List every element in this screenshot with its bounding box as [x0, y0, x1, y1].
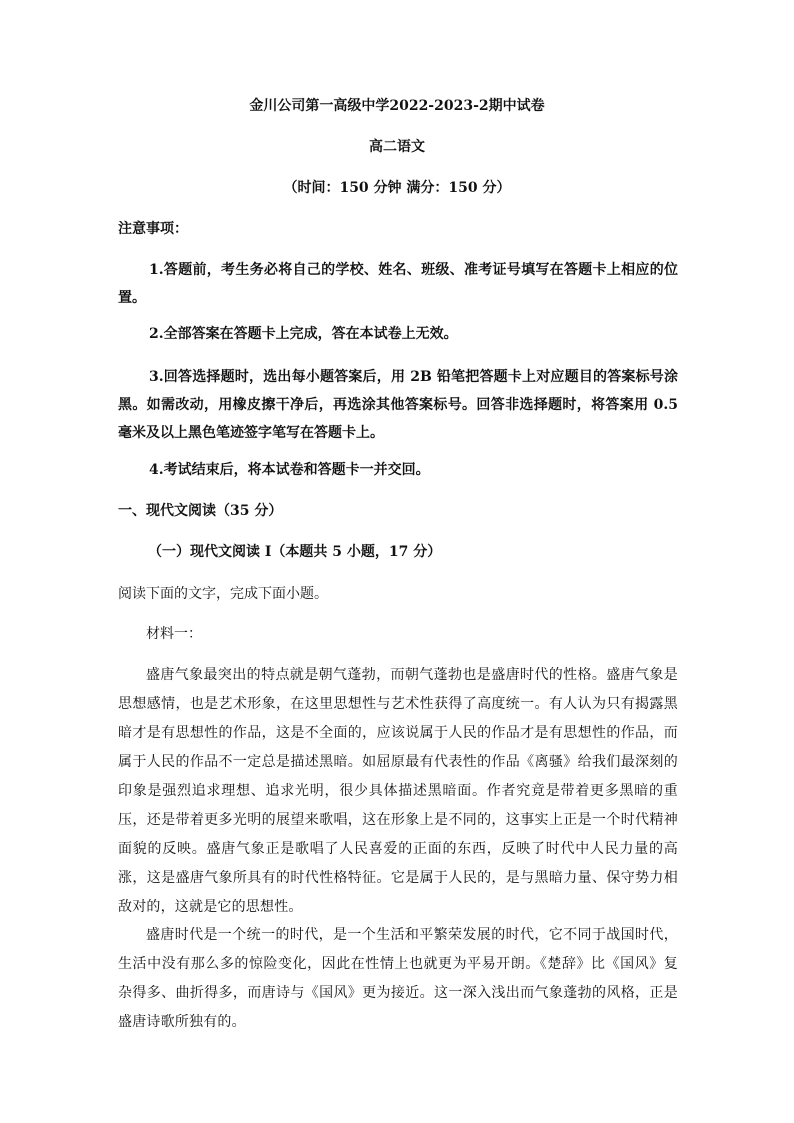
exam-title: 金川公司第一高级中学2022-2023-2期中试卷	[249, 98, 545, 114]
notice-item-3: 3.回答选择题时，选出每小题答案后，用 2B 铅笔把答题卡上对应题目的答案标号涂黑。如需改动，用橡皮擦干净后，再选涂其他答案标号。回答非选择题时，将答案用 0.5 毫米及以上黑色笔迹签字笔写在答题卡上。	[118, 369, 678, 441]
subject-title: 高二语文	[369, 139, 425, 155]
exam-meta: （时间：150 分钟 满分：150 分）	[283, 180, 511, 196]
notice-item-2: 2.全部答案在答题卡上完成，答在本试卷上无效。	[149, 326, 458, 342]
material-paragraph-2: 盛唐时代是一个统一的时代，是一个生活和平繁荣发展的时代，它不同于战国时代，生活中没有那么多的惊险变化，因此在性情上也就更为平易开朗。《楚辞》比《国风》复杂得多、曲折得多，而唐诗与《国风》更为接近。这一深入浅出而气象蓬勃的风格，正是盛唐诗歌所独有的。	[118, 927, 678, 1030]
notice-heading: 注意事项：	[118, 221, 188, 237]
notice-item-1: 1.答题前，考生务必将自己的学校、姓名、班级、准考证号填写在答题卡上相应的位置。	[118, 262, 678, 306]
notice-item-4: 4.考试结束后，将本试卷和答题卡一并交回。	[149, 462, 430, 478]
material-paragraph-1: 盛唐气象最突出的特点就是朝气蓬勃，而朝气蓬勃也是盛唐时代的性格。盛唐气象是思想感情，也是艺术形象，在这里思想性与艺术性获得了高度统一。有人认为只有揭露黑暗才是有思想性的作品，这是不全面的，应该说属于人民的作品才是有思想性的作品，而属于人民的作品不一定总是描述黑暗。如屈原最有代表性的作品《离骚》给我们最深刻的印象是强烈追求理想、追求光明，很少具体描述黑暗面。作者究竟是带着更多黑暗的重压，还是带着更多光明的展望来歌唱，这在形象上是不同的，这事实上正是一个时代精神面貌的反映。盛唐气象正是歌唱了人民喜爱的正面的东西，反映了时代中人民力量的高涨，这是盛唐气象所具有的时代性格特征。它是属于人民的，是与黑暗力量、保守势力相敌对的，这就是它的思想性。	[118, 667, 678, 915]
material-label: 材料一：	[146, 626, 202, 642]
reading-instruction: 阅读下面的文字，完成下面小题。	[118, 586, 328, 602]
section-title: 一、现代文阅读（35 分）	[118, 503, 283, 519]
subsection-title: （一）现代文阅读 I（本题共 5 小题，17 分）	[148, 544, 442, 560]
